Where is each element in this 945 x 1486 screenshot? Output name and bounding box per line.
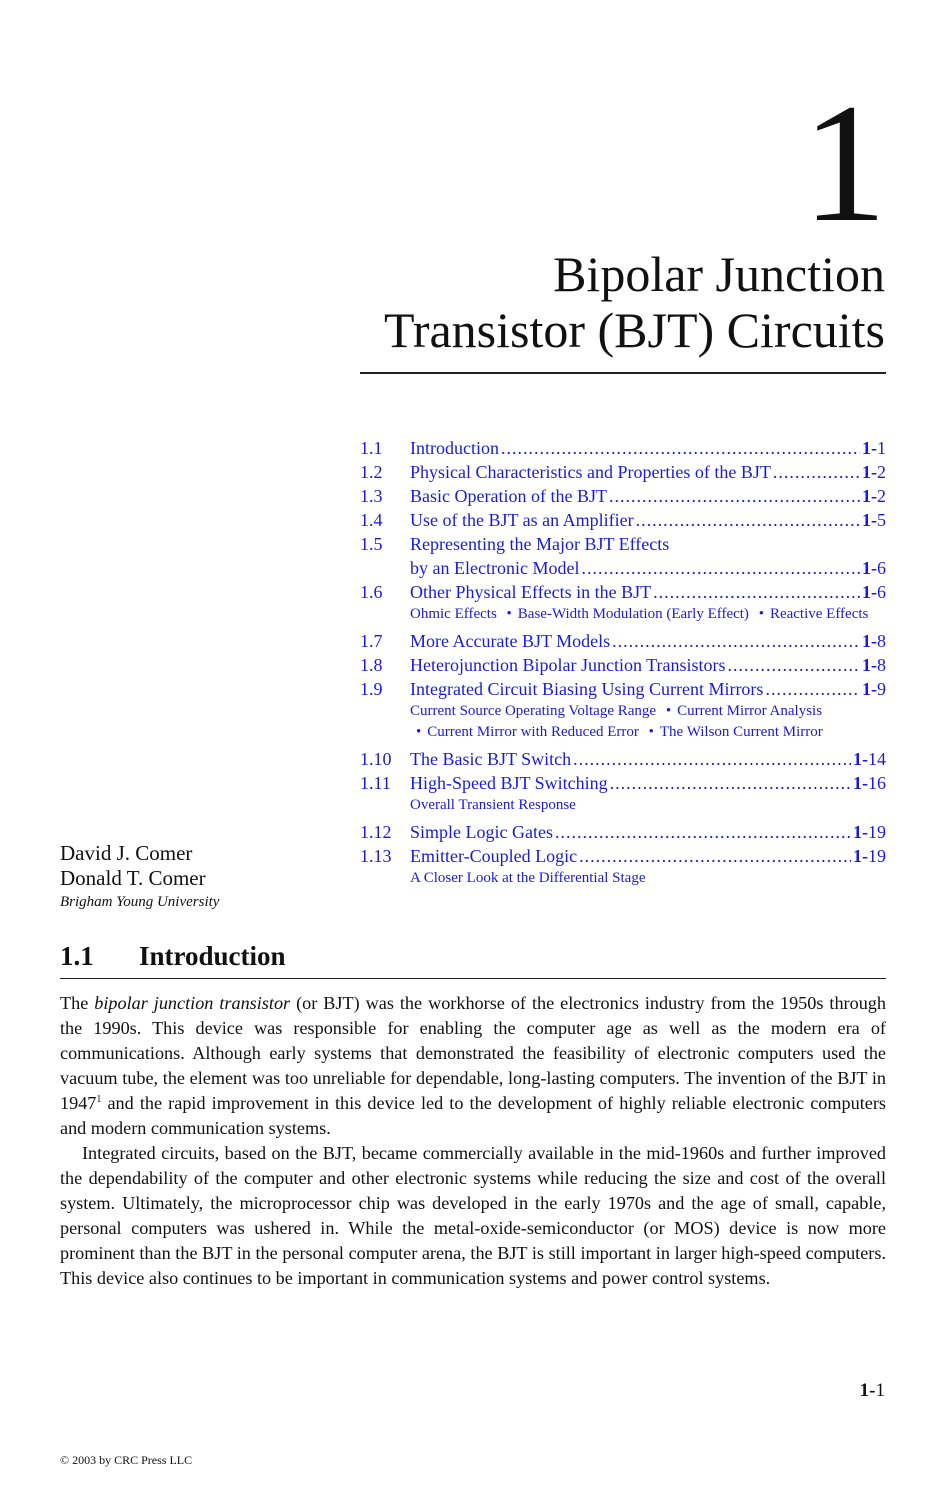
toc-entry-line <box>410 436 886 460</box>
toc-entry-body <box>410 771 886 820</box>
toc-subtopic[interactable]: Overall Transient Response <box>410 797 576 813</box>
toc-entry-number: 1.6 <box>360 582 383 602</box>
toc-entry[interactable] <box>360 820 886 844</box>
toc-entry-title: Basic Operation of the BJT <box>410 486 607 506</box>
copyright: © 2003 by CRC Press LLC <box>60 1453 193 1467</box>
toc-page-number: 1-8 <box>862 631 886 651</box>
toc-entry[interactable] <box>360 747 886 771</box>
toc-entry-title: The Basic BJT Switch <box>410 749 572 769</box>
toc-entry-title: Simple Logic Gates <box>410 822 553 842</box>
toc-entry-title: Physical Characteristics and Properties of the BJT <box>410 462 771 482</box>
author-name: David J. Comer <box>60 841 193 865</box>
toc-entry-title: by an Electronic Model <box>410 558 580 578</box>
bullet-separator: • <box>648 724 654 740</box>
toc-subtopic[interactable]: The Wilson Current Mirror <box>659 724 823 740</box>
toc-entry-title: More Accurate BJT Models <box>410 631 611 651</box>
paragraph: Integrated circuits, based on the BJT, became commercially available in the mid-1960s and further improved the dependability of the computer and other electronic systems while reducing the size and cost of the overall system. Ultimately, the microprocessor chip was developed in the early 1970s and the age of small, capable, personal computers was ushered in. While the metal-oxide-semiconductor (or MOS) device is now more prominent than the BJT in the personal computer arena, the BJT is still important in larger high-speed computers. This device also continues to be important in communication systems and power control systems. <box>60 1143 886 1288</box>
emphasis: bipolar junction transistor <box>94 993 291 1013</box>
toc-entry-line <box>410 747 886 771</box>
toc-leader-dots <box>609 484 860 508</box>
toc-subtopics <box>410 604 886 629</box>
toc-entry-title: Introduction <box>410 438 499 458</box>
chapter-title-line2: Transistor (BJT) Circuits <box>384 302 885 358</box>
toc-entry-body <box>410 580 886 629</box>
toc-entry-number: 1.3 <box>360 486 383 506</box>
toc-entry-number: 1.10 <box>360 749 392 769</box>
toc-entry[interactable] <box>360 508 886 532</box>
toc-entry-number: 1.1 <box>360 438 383 458</box>
toc-page-number: 1-16 <box>853 773 886 793</box>
toc-entry-title: Use of the BJT as an Amplifier <box>410 510 634 530</box>
toc-subtopic[interactable]: Current Source Operating Voltage Range <box>410 703 657 719</box>
toc-entry-number: 1.2 <box>360 462 383 482</box>
toc-leader-dots <box>501 436 860 460</box>
toc-entry-line <box>410 844 886 868</box>
toc-subtopic[interactable]: Base-Width Modulation (Early Effect) <box>517 606 749 622</box>
toc-page-number: 1-1 <box>862 438 886 458</box>
footnote-ref[interactable]: 1 <box>96 1093 102 1105</box>
toc-leader-dots <box>727 653 860 677</box>
toc-entry-body <box>410 629 886 653</box>
toc-leader-dots <box>581 556 860 580</box>
toc-entry-title: Heterojunction Bipolar Junction Transistors <box>410 655 726 675</box>
toc-entry-title: Emitter-Coupled Logic <box>410 846 578 866</box>
section-title: Introduction <box>139 941 286 971</box>
toc-subtopic[interactable]: Reactive Effects <box>769 606 869 622</box>
toc-entry-line <box>410 484 886 508</box>
toc-subtopics <box>410 795 886 820</box>
title-rule <box>360 372 886 374</box>
bullet-separator: • <box>665 703 672 719</box>
toc-entry-title: Integrated Circuit Biasing Using Current Mirrors <box>410 679 764 699</box>
toc-entry-line <box>410 653 886 677</box>
toc-page-number: 1-6 <box>862 558 886 578</box>
toc-leader-dots <box>555 820 851 844</box>
toc-entry-body <box>410 820 886 844</box>
toc-leader-dots <box>765 677 860 701</box>
toc-entry[interactable] <box>360 677 886 747</box>
toc-subtopic[interactable]: Current Mirror with Reduced Error <box>427 724 639 740</box>
toc-leader-dots <box>579 844 851 868</box>
toc-leader-dots <box>773 460 860 484</box>
toc-entry[interactable] <box>360 460 886 484</box>
toc-page-number: 1-5 <box>862 510 886 530</box>
toc-entry-line <box>410 820 886 844</box>
toc-page-number: 1-9 <box>862 679 886 699</box>
section-heading <box>60 938 886 974</box>
toc-entry-line <box>410 629 886 653</box>
toc-entry-number: 1.8 <box>360 655 383 675</box>
toc-entry-body <box>410 436 886 460</box>
toc-page-number: 1-19 <box>853 846 886 866</box>
toc-entry-body <box>410 747 886 771</box>
bullet-separator: • <box>416 724 422 740</box>
toc-subtopics <box>410 868 886 893</box>
toc-page-number: 1-6 <box>862 582 886 602</box>
toc-entry-number: 1.9 <box>360 679 383 699</box>
toc-entry[interactable] <box>360 532 886 580</box>
toc-entry[interactable] <box>360 844 886 893</box>
toc-entry[interactable] <box>360 629 886 653</box>
toc-entry-body <box>410 532 886 580</box>
toc-entry-line <box>410 508 886 532</box>
toc-entry-line <box>410 460 886 484</box>
toc-page-number: 1-2 <box>862 486 886 506</box>
toc-page-number: 1-14 <box>853 749 886 769</box>
chapter-number: 1 <box>802 69 885 257</box>
toc-entry-number: 1.4 <box>360 510 383 530</box>
toc-page-number: 1-8 <box>862 655 886 675</box>
toc-entry[interactable] <box>360 484 886 508</box>
toc-entry-line <box>410 580 886 604</box>
author-name: Donald T. Comer <box>60 866 206 890</box>
toc-page-number: 1-2 <box>862 462 886 482</box>
toc-entry[interactable] <box>360 653 886 677</box>
toc-entry[interactable] <box>360 771 886 820</box>
toc-leader-dots <box>612 629 860 653</box>
toc-entry-number: 1.13 <box>360 846 392 866</box>
toc-leader-dots <box>610 771 851 795</box>
bullet-separator: • <box>506 606 512 622</box>
toc-entry-body <box>410 508 886 532</box>
toc-entry-number: 1.11 <box>360 773 391 793</box>
toc-leader-dots <box>636 508 860 532</box>
author-block <box>60 841 219 913</box>
toc-entry-number: 1.12 <box>360 822 392 842</box>
toc-leader-dots <box>653 580 860 604</box>
toc-entry-body <box>410 653 886 677</box>
toc-entry-line <box>410 556 886 580</box>
toc-entry-title: Representing the Major BJT Effects <box>410 534 670 554</box>
section-number: 1.1 <box>60 941 94 971</box>
toc-entry-body <box>410 844 886 893</box>
toc-page-number: 1-19 <box>853 822 886 842</box>
chapter-title-line1: Bipolar Junction <box>553 246 885 302</box>
bullet-separator: • <box>758 606 764 622</box>
chapter-title <box>325 246 885 358</box>
section-rule <box>60 978 886 979</box>
paragraph: The bipolar junction transistor (or BJT) was the workhorse of the electronics industry from the 1950s through the 1990s. This device was responsible for enabling the computer age as well as the modern era of communications. Although early systems that demonstrated the feasibility of electronic computers used the vacuum tube, the element was too unreliable for dependable, long-lasting computers. The invention of the BJT in 1947$^1$ and the rapid improvement in this device led to the development of highly reliable electronic computers and modern communication systems. <box>60 993 886 1138</box>
toc-entry-number: 1.7 <box>360 631 383 651</box>
body-text <box>60 991 886 1291</box>
table-of-contents <box>360 436 886 893</box>
author-affiliation: Brigham Young University <box>60 894 220 910</box>
toc-entry-body <box>410 484 886 508</box>
toc-entry-title: High-Speed BJT Switching <box>410 773 608 793</box>
toc-entry-body <box>410 677 886 747</box>
toc-entry-line <box>410 771 886 795</box>
toc-entry-body <box>410 460 886 484</box>
toc-entry[interactable] <box>360 580 886 629</box>
toc-subtopics <box>410 701 886 747</box>
page-number: 1-1 <box>859 1380 885 1401</box>
toc-entry-number: 1.5 <box>360 534 383 554</box>
toc-subtopic[interactable]: A Closer Look at the Differential Stage <box>410 870 646 886</box>
toc-subtopic[interactable]: Current Mirror Analysis <box>677 703 823 719</box>
toc-entry-title: Other Physical Effects in the BJT <box>410 582 652 602</box>
toc-entry[interactable] <box>360 436 886 460</box>
toc-leader-dots <box>573 747 851 771</box>
toc-subtopic[interactable]: Ohmic Effects <box>410 606 497 622</box>
toc-entry-line <box>410 677 886 701</box>
